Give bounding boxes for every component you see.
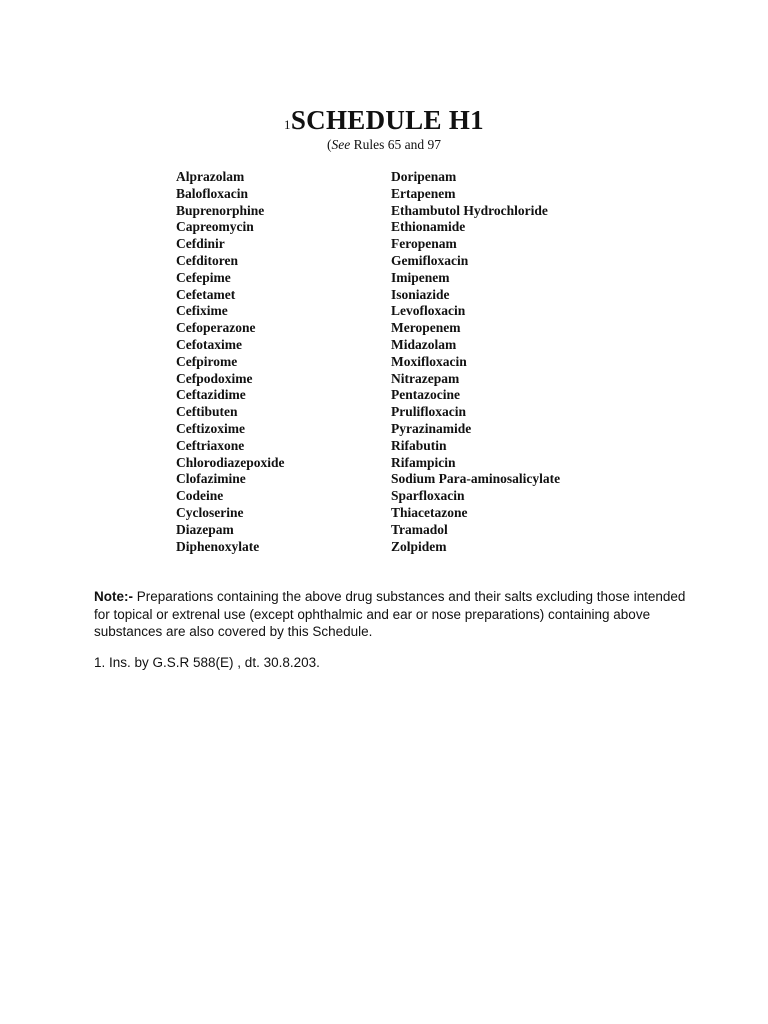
drug-item: Levofloxacin — [391, 303, 466, 319]
drug-item: Ethionamide — [391, 219, 466, 235]
drug-item: Clofazimine — [176, 471, 246, 487]
drug-item: Cefepime — [176, 269, 231, 285]
footnote: 1. Ins. by G.S.R 588(E) , dt. 30.8.203. — [94, 655, 320, 670]
drug-item: Balofloxacin — [176, 185, 249, 201]
drug-list-right — [391, 169, 560, 555]
drug-item: Cycloserine — [176, 504, 244, 520]
title-text: SCHEDULE H1 — [290, 105, 484, 135]
drug-item: Cefpodoxime — [176, 370, 253, 386]
drug-item: Pyrazinamide — [391, 420, 472, 436]
note-label: Note:- — [94, 589, 133, 604]
drug-item: Thiacetazone — [391, 504, 468, 520]
drug-item: Ertapenem — [391, 185, 456, 201]
drug-item: Cefetamet — [176, 286, 236, 302]
note-text: Preparations containing the above drug substances and their salts excluding those intended for topical or extrenal use (except ophthalmic and ear or nose preparations) containing above substances are also covered by this Schedule. — [94, 589, 686, 639]
drug-item: Diphenoxylate — [176, 538, 260, 554]
drug-item: Feropenam — [391, 236, 457, 252]
drug-item: Meropenem — [391, 320, 461, 336]
subtitle — [0, 137, 768, 153]
drug-item: Cefditoren — [176, 252, 238, 268]
drug-item: Pentazocine — [391, 387, 460, 403]
drug-item: Ceftibuten — [176, 404, 238, 420]
drug-item: Zolpidem — [391, 538, 447, 554]
drug-item: Ceftriaxone — [176, 437, 245, 453]
drug-item: Cefdinir — [176, 236, 225, 252]
drug-item: Alprazolam — [176, 169, 245, 184]
drug-item: Ceftazidime — [176, 387, 246, 403]
drug-item: Cefixime — [176, 303, 228, 319]
drug-item: Codeine — [176, 488, 224, 504]
subtitle-see: See — [331, 137, 351, 152]
drug-item: Capreomycin — [176, 219, 254, 235]
drug-item: Buprenorphine — [176, 202, 265, 218]
drug-item: Cefotaxime — [176, 336, 242, 352]
footnote-marker: 1 — [284, 117, 291, 132]
note-paragraph — [94, 588, 694, 641]
drug-item: Ethambutol Hydrochloride — [391, 202, 548, 218]
drug-item: Cefoperazone — [176, 320, 256, 336]
drug-item: Doripenam — [391, 169, 457, 184]
subtitle-rest: Rules 65 and 97 — [350, 137, 441, 152]
drug-item: Tramadol — [391, 521, 448, 537]
drug-item: Sodium Para-aminosalicylate — [391, 471, 561, 487]
page-title — [0, 104, 768, 141]
drug-list-left — [176, 169, 285, 555]
drug-item: Gemifloxacin — [391, 252, 469, 268]
drug-item: Chlorodiazepoxide — [176, 454, 285, 470]
drug-item: Sparfloxacin — [391, 488, 465, 504]
drug-item: Prulifloxacin — [391, 404, 466, 420]
drug-item: Cefpirome — [176, 353, 238, 369]
drug-item: Ceftizoxime — [176, 420, 245, 436]
drug-item: Isoniazide — [391, 286, 450, 302]
drug-item: Midazolam — [391, 336, 457, 352]
drug-item: Imipenem — [391, 269, 450, 285]
subtitle-open: ( — [327, 137, 332, 152]
drug-item: Moxifloxacin — [391, 353, 467, 369]
drug-item: Nitrazepam — [391, 370, 460, 386]
drug-item: Rifabutin — [391, 437, 447, 453]
drug-item: Diazepam — [176, 521, 234, 537]
drug-item: Rifampicin — [391, 454, 456, 470]
